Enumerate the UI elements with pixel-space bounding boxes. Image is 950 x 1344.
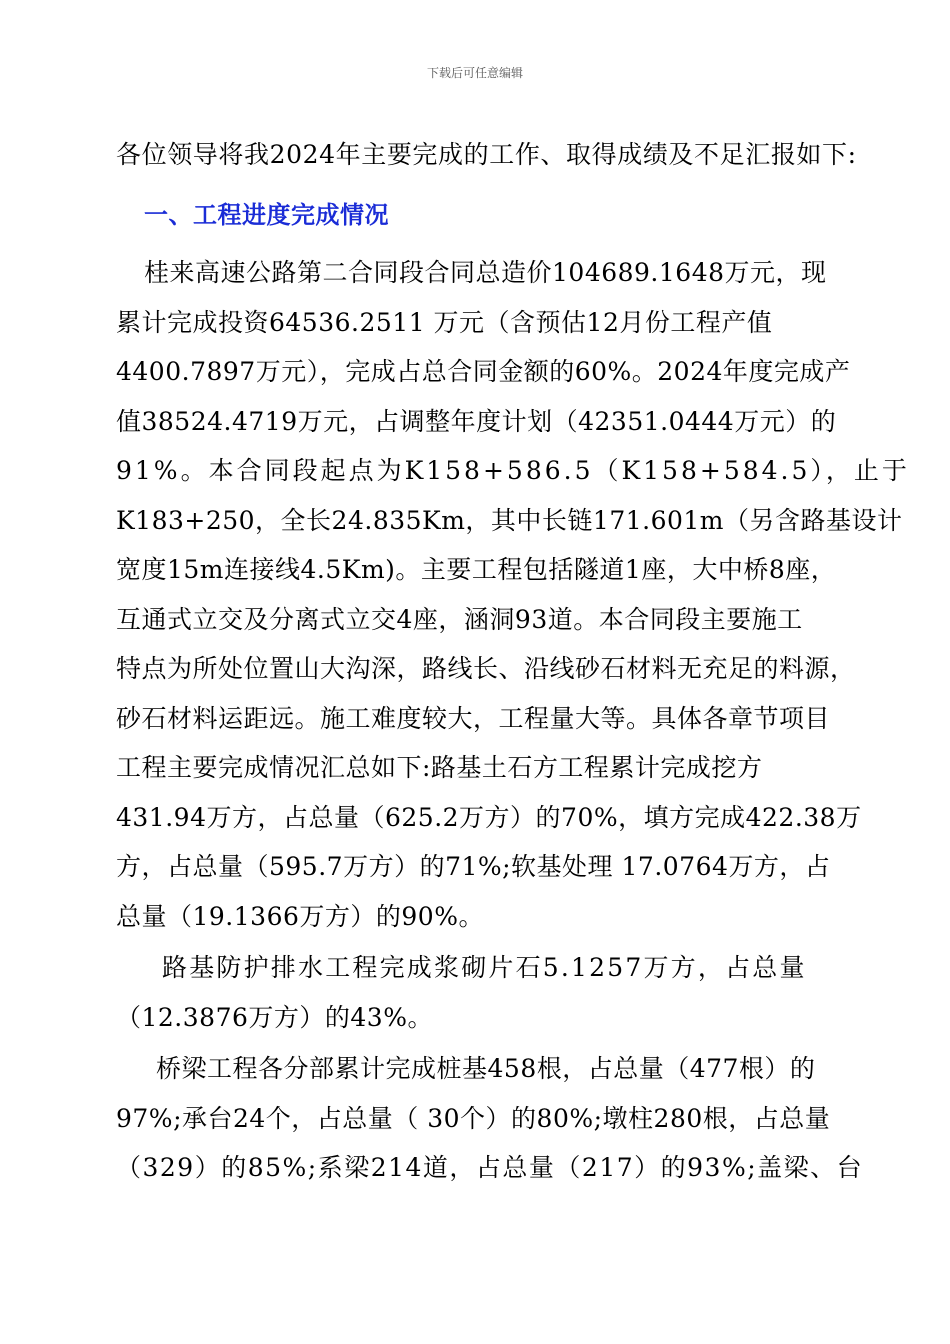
text-line: 431.94万方，占总量（625.2万方）的70%，填方完成422.38万 [116,802,862,832]
text-line: 工程主要完成情况汇总如下:路基土石方工程累计完成挖方 [116,753,763,782]
section-heading: 一、工程进度完成情况 [144,200,389,229]
text-line: 路基防护排水工程完成浆砌片石5.1257万方，占总量 [162,953,807,982]
text-line: 特点为所处位置山大沟深，路线长、沿线砂石材料无充足的料源， [116,654,856,683]
text-line: 桂来高速公路第二合同段合同总造价104689.1648万元，现 [144,258,827,287]
text-line: 总量（19.1366万方）的90%。 [116,901,484,931]
text-line: 方，占总量（595.7万方）的71%;软基处理 17.0764万方，占 [116,852,831,881]
text-line: 97%;承台24个，占总量（ 30个）的80%;墩柱280根，占总量 [116,1103,831,1133]
text-line: （12.3876万方）的43%。 [116,1002,433,1032]
text-line: 4400.7897万元），完成占总合同金额的60%。2024年度完成产 [116,357,851,386]
page-header: 下载后可任意编辑 [426,66,523,80]
text-line: 91%。本合同段起点为K158+586.5（K158+584.5），止于 [116,456,910,485]
paragraph-bridge-works [116,1044,864,1193]
text-line: 宽度15m连接线4.5Km)。主要工程包括隧道1座，大中桥8座， [116,555,837,584]
text-line: 桥梁工程各分部累计完成桩基458根，占总量（477根）的 [156,1054,816,1083]
text-line: 互通式立交及分离式立交4座，涵洞93道。本合同段主要施工 [116,604,803,634]
text-line: 砂石材料运距远。施工难度较大，工程量大等。具体各章节项目 [116,703,831,733]
text-line: 累计完成投资64536.2511 万元（含预估12月份工程产值 [116,307,773,337]
paragraph-subgrade-protection [116,943,838,1042]
text-line: （329）的85%;系梁214道，占总量（217）的93%;盖梁、台 [116,1153,864,1182]
text-line: 值38524.4719万元，占调整年度计划（42351.0444万元）的 [116,406,837,436]
text-line: K183+250，全长24.835Km，其中长链171.601m（另含路基设计 [116,505,903,535]
intro-line: 各位领导将我2024年主要完成的工作、取得成绩及不足汇报如下: [116,140,857,169]
document-body [116,128,910,1193]
paragraph-project-progress [116,248,910,941]
